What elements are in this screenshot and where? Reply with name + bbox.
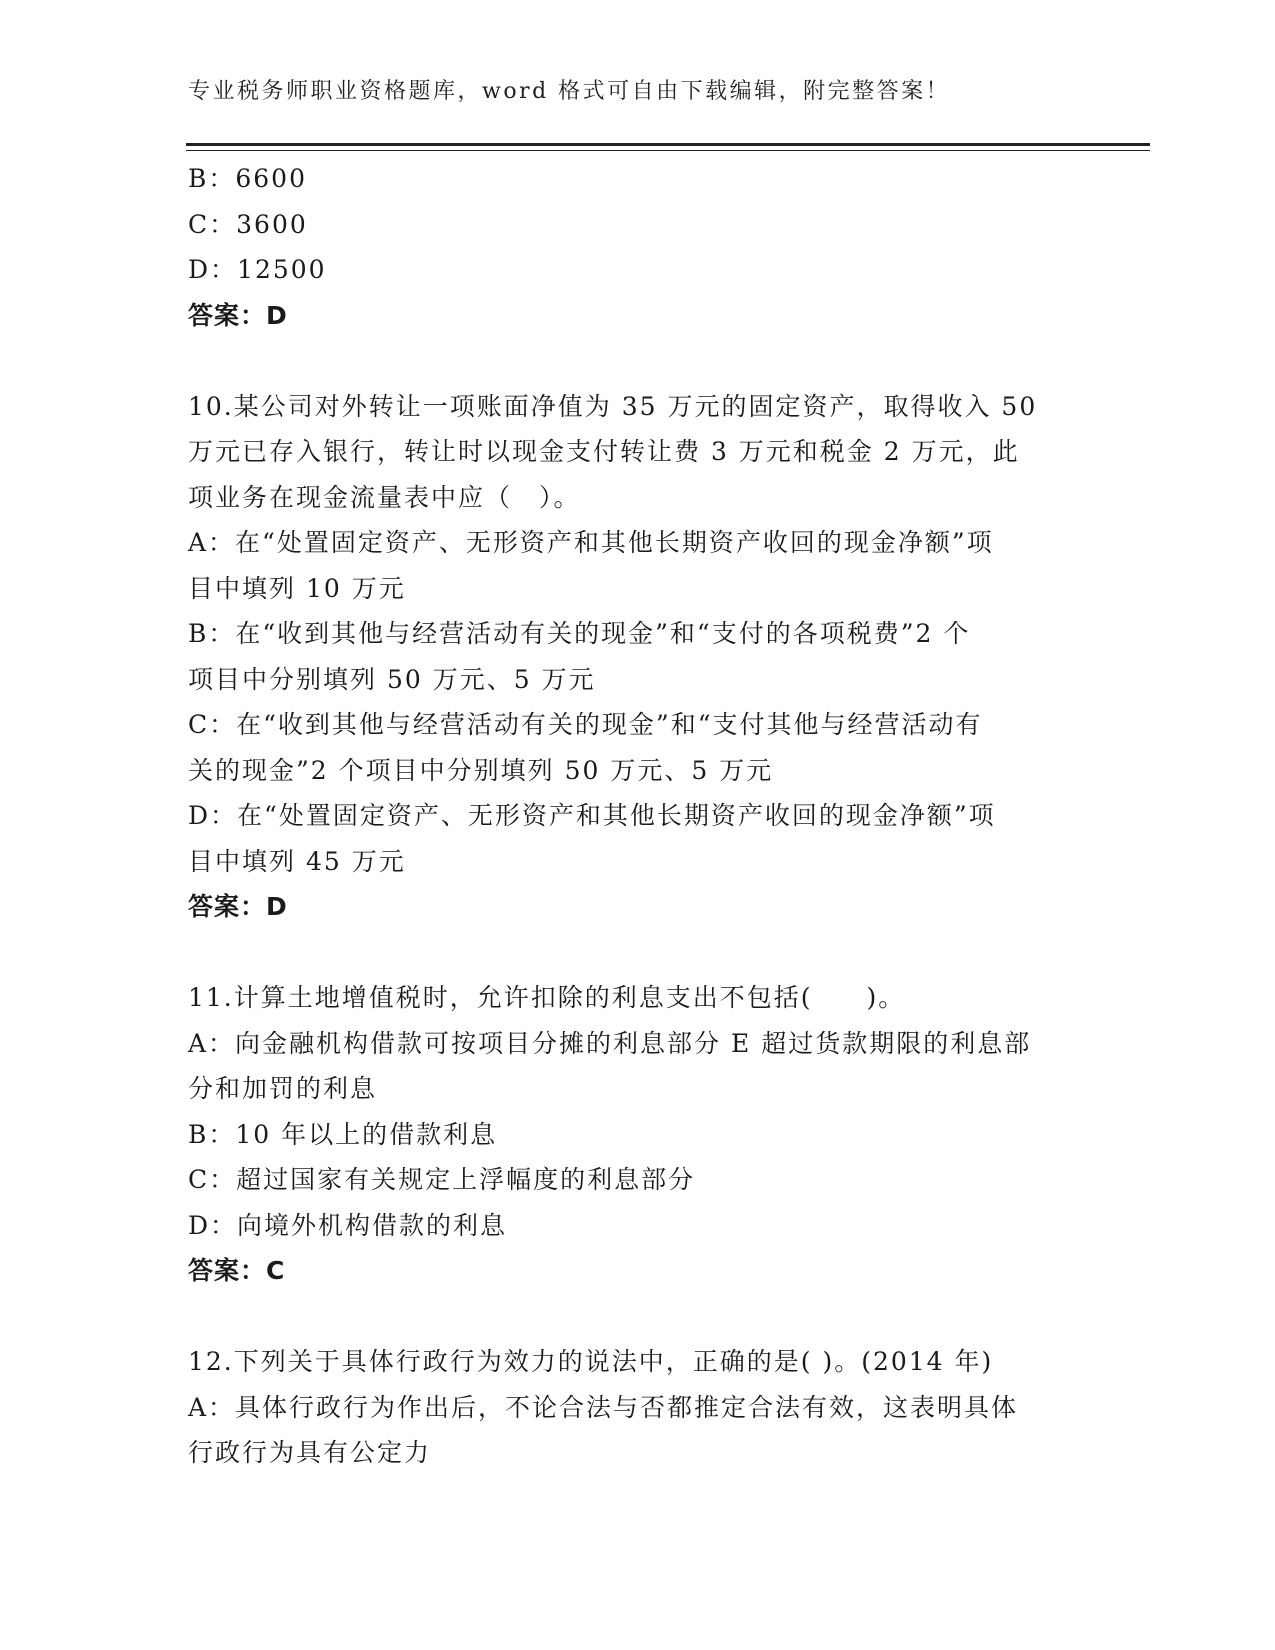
option-line: C：在“收到其他与经营活动有关的现金”和“支付其他与经营活动有: [188, 710, 983, 739]
answer: 答案：D: [188, 892, 288, 921]
spacer: [188, 338, 1088, 384]
option-line: D：在“处置固定资产、无形资产和其他长期资产收回的现金净额”项: [188, 801, 996, 830]
header-rule-thin: [186, 150, 1150, 151]
question-10: [188, 384, 1088, 930]
option-line: 目中填列 45 万元: [188, 846, 406, 876]
option-b: B：6600: [188, 164, 307, 193]
option-line: B：在“收到其他与经营活动有关的现金”和“支付的各项税费”2 个: [188, 619, 971, 648]
option-line: A：具体行政行为作出后，不论合法与否都推定合法有效，这表明具体: [188, 1392, 1019, 1422]
question-stem-line: 11.计算土地增值税时，允许扣除的利息支出不包括( )。: [188, 983, 906, 1012]
question-stem-line: 万元已存入银行，转让时以现金支付转让费 3 万元和税金 2 万元，此: [188, 437, 1020, 466]
question-12: [188, 1339, 1088, 1476]
spacer: [188, 1294, 1088, 1340]
header-rule-thick: [186, 143, 1150, 146]
option-line: B：10 年以上的借款利息: [188, 1119, 498, 1149]
question-stem-line: 项业务在现金流量表中应（ ）。: [188, 482, 581, 512]
answer: 答案：D: [188, 300, 288, 330]
page-header: 专业税务师职业资格题库，word 格式可自由下载编辑，附完整答案！: [188, 79, 951, 104]
spacer: [188, 930, 1088, 976]
prev-question-block: [188, 156, 1088, 338]
answer: 答案：C: [188, 1256, 286, 1285]
document-body: [188, 156, 1088, 1476]
option-line: 行政行为具有公定力: [188, 1438, 432, 1467]
option-line: 分和加罚的利息: [188, 1074, 378, 1103]
question-stem-line: 10.某公司对外转让一项账面净值为 35 万元的固定资产，取得收入 50: [188, 391, 1038, 421]
option-d: D：12500: [188, 255, 327, 284]
option-line: A：向金融机构借款可按项目分摊的利息部分 E 超过货款期限的利息部: [188, 1028, 1032, 1058]
question-stem-line: 12.下列关于具体行政行为效力的说法中，正确的是( )。(2014 年): [188, 1347, 994, 1376]
question-11: [188, 975, 1088, 1294]
option-line: 项目中分别填列 50 万元、5 万元: [188, 664, 596, 694]
option-line: 关的现金”2 个项目中分别填列 50 万元、5 万元: [188, 755, 774, 785]
option-line: C：超过国家有关规定上浮幅度的利息部分: [188, 1165, 696, 1194]
option-line: A：在“处置固定资产、无形资产和其他长期资产收回的现金净额”项: [188, 528, 994, 557]
option-line: D：向境外机构借款的利息: [188, 1210, 508, 1240]
option-line: 目中填列 10 万元: [188, 573, 406, 603]
option-c: C：3600: [188, 209, 308, 239]
